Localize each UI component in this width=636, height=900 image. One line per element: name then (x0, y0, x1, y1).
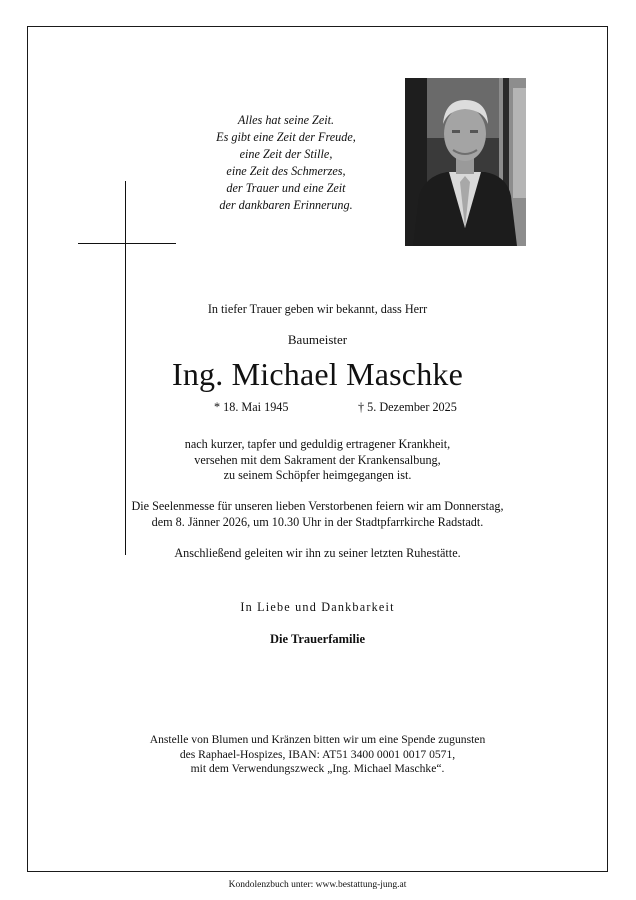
paragraph-line: Die Seelenmesse für unseren lieben Verstorbenen feiern wir am Donnerstag, (131, 499, 504, 513)
poem-line: Es gibt eine Zeit der Freude, (216, 130, 356, 144)
paragraph-line: Anstelle von Blumen und Kränzen bitten wir um eine Spende zugunsten (149, 733, 486, 746)
donation-paragraph (27, 733, 608, 777)
cross-horizontal-bar (78, 243, 176, 244)
paragraph-line: nach kurzer, tapfer und geduldig ertragener Krankheit, (184, 437, 451, 451)
paragraph-line: des Raphael-Hospizes, IBAN: AT51 3400 0001 0017 0571, (179, 747, 456, 761)
poem-line: der dankbaren Erinnerung. (219, 198, 353, 212)
poem-line: eine Zeit des Schmerzes, (226, 164, 346, 178)
profession-title: Baumeister (287, 332, 348, 347)
mass-paragraph (27, 499, 608, 530)
poem-line: eine Zeit der Stille, (239, 147, 333, 161)
poem-line: der Trauer und eine Zeit (226, 181, 346, 195)
paragraph-line: dem 8. Jänner 2026, um 10.30 Uhr in der Stadtpfarrkirche Radstadt. (151, 514, 484, 529)
poem-line: Alles hat seine Zeit. (237, 113, 335, 127)
birth-date: * 18. Mai 1945 (214, 400, 289, 414)
death-date: † 5. Dezember 2025 (358, 400, 457, 414)
paragraph-line: mit dem Verwendungszweck „Ing. Michael Maschke“. (190, 762, 445, 775)
poem (196, 112, 376, 214)
announcement-text: In tiefer Trauer geben wir bekannt, dass Herr (207, 302, 428, 316)
paragraph-line: versehen mit dem Sakrament der Krankensalbung, (194, 452, 441, 467)
burial-paragraph: Anschließend geleiten wir ihn zu seiner letzten Ruhestätte. (174, 546, 461, 560)
paragraph-line: zu seinem Schöpfer heimgegangen ist. (223, 468, 412, 482)
family-signature: Die Trauerfamilie (270, 632, 365, 646)
deceased-name: Ing. Michael Maschke (171, 356, 463, 392)
closing-phrase: In Liebe und Dankbarkeit (240, 600, 395, 614)
passing-paragraph (27, 437, 608, 484)
condolence-footer: Kondolenzbuch unter: www.bestattung-jung.at (228, 880, 407, 890)
portrait-photo (405, 78, 526, 246)
